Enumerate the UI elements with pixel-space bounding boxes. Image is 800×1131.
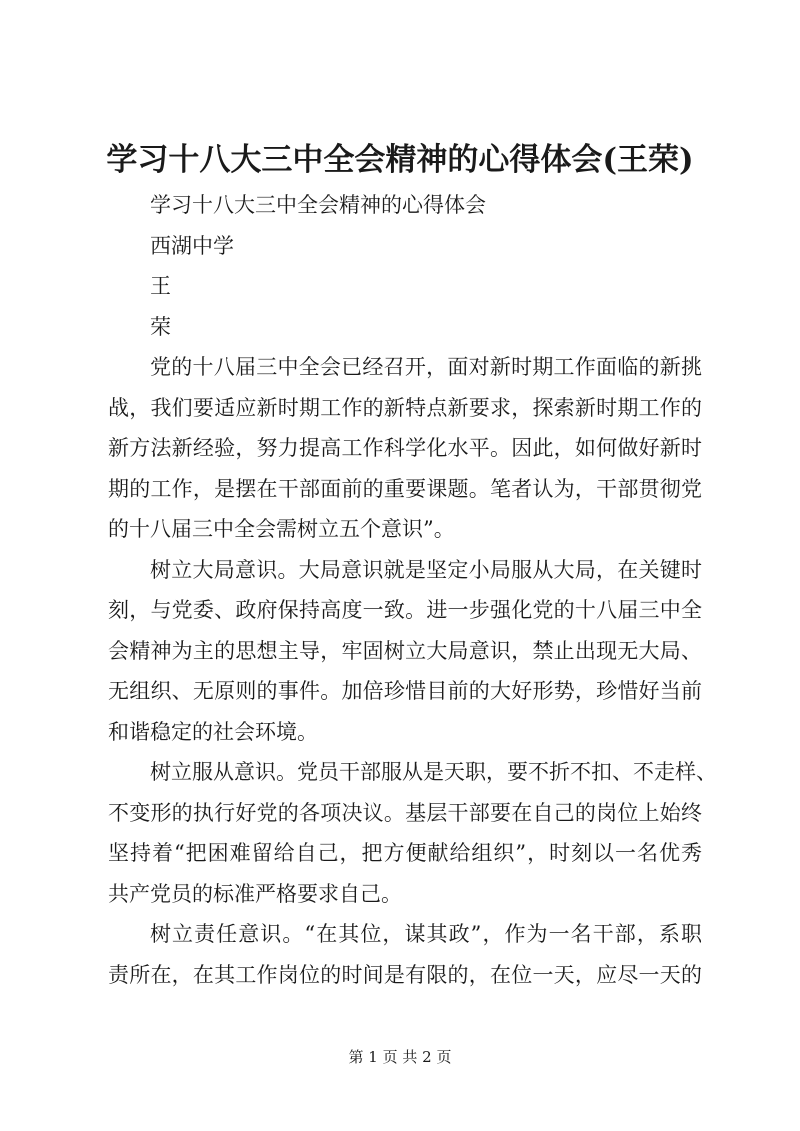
body-line: 王 xyxy=(150,274,171,298)
document-body xyxy=(108,185,717,995)
body-line: 树立责任意识。“在其位，谋其政”，作为一名干部，系职 xyxy=(150,922,702,946)
body-line: 共产党员的标准严格要求自己。 xyxy=(108,881,402,906)
body-line: 学习十八大三中全会精神的心得体会 xyxy=(150,193,486,217)
body-line: 无组织、无原则的事件。加倍珍惜目前的大好形势，珍惜好当前 xyxy=(108,679,702,703)
body-line: 新方法新经验，努力提高工作科学化水平。因此，如何做好新时 xyxy=(108,436,702,460)
body-line: 树立大局意识。大局意识就是坚定小局服从大局，在关键时 xyxy=(150,557,702,582)
body-line: 战，我们要适应新时期工作的新特点新要求，探索新时期工作的 xyxy=(108,395,702,420)
body-line: 期的工作，是摆在干部面前的重要课题。笔者认为，干部贯彻党 xyxy=(108,476,702,501)
body-line: 和谐稳定的社会环境。 xyxy=(108,719,318,744)
body-line: 刻，与党委、政府保持高度一致。进一步强化党的十八届三中全 xyxy=(108,598,702,622)
body-line: 树立服从意识。党员干部服从是天职，要不折不扣、不走样、 xyxy=(150,760,717,784)
body-line: 荣 xyxy=(150,314,171,339)
body-line: 坚持着“把困难留给自己，把方便献给组织”，时刻以一名优秀 xyxy=(108,841,702,865)
body-line: 不变形的执行好党的各项决议。基层干部要在自己的岗位上始终 xyxy=(108,800,702,825)
body-line: 党的十八届三中全会已经召开，面对新时期工作面临的新挑 xyxy=(150,355,702,379)
page-number-footer: 第 1 页 共 2 页 xyxy=(348,1048,452,1066)
body-line: 西湖中学 xyxy=(150,233,234,258)
body-line: 会精神为主的思想主导，牢固树立大局意识，禁止出现无大局、 xyxy=(108,638,702,663)
document-title: 学习十八大三中全会精神的心得体会(王荣) xyxy=(106,142,694,178)
body-line: 责所在，在其工作岗位的时间是有限的，在位一天，应尽一天的 xyxy=(108,962,702,987)
body-line: 的十八届三中全会需树立五个意识”。 xyxy=(108,517,455,541)
